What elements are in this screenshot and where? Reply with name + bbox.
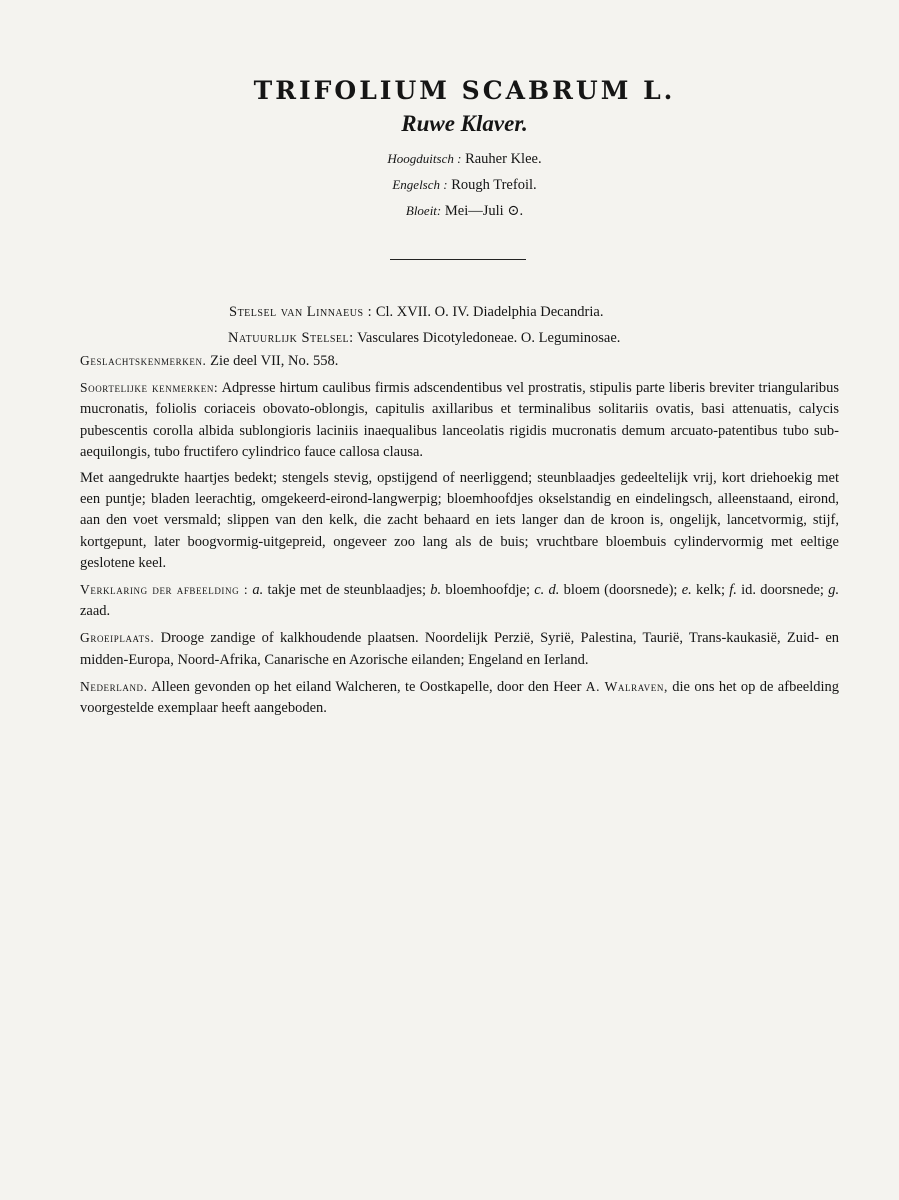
bloom-line (0, 198, 899, 224)
explanation-label: Verklaring der afbeelding : (80, 582, 249, 598)
english-value: Rough Trefoil. (451, 177, 537, 193)
linnaeus-label: Stelsel van Linnaeus : (229, 304, 373, 320)
habitat-text: Drooge zandige of kalkhoudende plaatsen. Noordelijk Perzië, Syrië, Palestina, Taurië, Trans-kaukasië, Zuid- en midden-Europa, Noord-Afrika, Canarische en Azorische eilanden; Engeland en Ierland. (80, 630, 840, 668)
fig-b-text: bloemhoofdje; (445, 582, 530, 599)
species-title: TRIFOLIUM SCABRUM L. (253, 76, 676, 105)
description-body (80, 350, 839, 724)
species-dutch-text: Met aangedrukte haartjes bedekt; stengels stevig, opstijgend of neerliggend; steunblaadjes gedeeltelijk vrij, kort driehoekig met een puntje; bladen leerachtig, omgekeerd-eirond-langwerpig; bloemhoofdjes okselstandig en eindelingsch, alleenstaand, eirond, aan den voet versmald; slippen van den kelk, die zacht behaard en iets langer dan de kroon is, ongelijk, lancetvormig, stijf, kortgepunt, later boogvormig-uitgepreid, ongeveer zoo lang als de buis; vruchtbare bloembuis cylindervormig met eeltige geslotene keel. (80, 470, 839, 571)
bloom-value: Mei—Juli ⊙. (444, 203, 524, 219)
bloom-label: Bloeit: (405, 203, 442, 218)
german-name-line (0, 146, 899, 172)
collector-name: A. Walraven, (585, 678, 668, 694)
linnaeus-system-line (0, 302, 899, 322)
explanation-paragraph (80, 579, 839, 622)
german-value: Rauher Klee. (465, 151, 542, 167)
linnaeus-value: Cl. XVII. O. IV. Diadelphia Decandria. (375, 304, 604, 320)
natural-system-value: Vasculares Dicotyledoneae. O. Leguminosae. (357, 330, 621, 346)
fig-e-letter: e. (681, 582, 692, 599)
netherlands-label: Nederland. (80, 678, 148, 694)
fig-a-text: takje met de steunblaadjes; (267, 582, 427, 599)
fig-e-text: kelk; (696, 582, 725, 599)
fig-b-letter: b. (430, 582, 442, 599)
species-latin-paragraph (80, 377, 839, 463)
fig-f-text: id. doorsnede; (741, 582, 824, 599)
natural-system-line (0, 328, 899, 348)
species-label: Soortelijke kenmerken: (80, 380, 219, 396)
habitat-paragraph (80, 627, 839, 670)
fig-a-letter: a. (252, 582, 264, 599)
fig-g-text: zaad. (80, 603, 111, 620)
fig-f-letter: f. (729, 582, 737, 599)
german-label: Hoogduitsch : (387, 151, 462, 166)
english-label: Engelsch : (392, 177, 448, 192)
species-dutch-paragraph (80, 468, 839, 574)
divider (390, 259, 526, 260)
netherlands-text-before: Alleen gevonden op het eiland Walcheren, te Oostkapelle, door den Heer (151, 678, 582, 695)
species-latin-text: Adpresse hirtum caulibus firmis adscendentibus vel prostratis, stipulis parte liberis breviter triangularibus mucronatis, foliolis coriaceis obovato-oblongis, capitulis axillaribus et terminalibus solitariis ovatis, basi attenuatis, calycis pubescentis corolla albida sublongioris laciniis inaequalibus lanceolatis rigidis mucronatis demum arcuato-patentibus tubo sub-aequilongis, tubo fructifero cylindrico fauce callosa clausa. (80, 380, 839, 460)
fig-cd-text: bloem (doorsnede); (563, 582, 678, 599)
natural-system-label: Natuurlijk Stelsel: (228, 330, 354, 346)
genus-value: Zie deel VII, No. 558. (210, 353, 339, 369)
habitat-label: Groeiplaats. (80, 630, 155, 646)
fig-g-letter: g. (828, 582, 840, 599)
dutch-common-name: Ruwe Klaver. (401, 111, 528, 136)
fig-cd-letter: c. d. (534, 582, 560, 599)
genus-label: Geslachtskenmerken. (80, 353, 207, 368)
vernacular-names (0, 146, 899, 224)
english-name-line (0, 172, 899, 198)
netherlands-paragraph (80, 676, 839, 719)
genus-paragraph (80, 350, 839, 372)
netherlands-text-after: die ons het op de afbeelding voorgestelde exemplaar heeft aangeboden. (80, 678, 840, 717)
